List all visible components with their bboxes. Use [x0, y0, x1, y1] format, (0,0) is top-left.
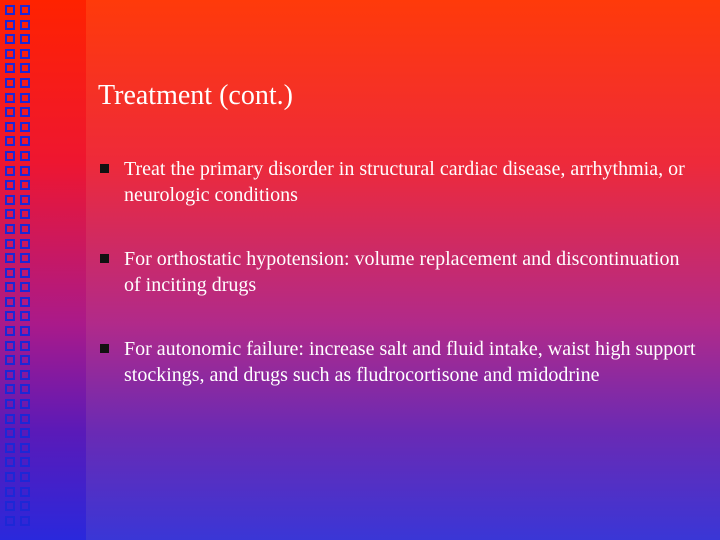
decorative-square	[5, 311, 15, 321]
decorative-square	[5, 355, 15, 365]
decorative-square	[20, 195, 30, 205]
square-bullet-icon	[100, 344, 109, 353]
decorative-square	[20, 355, 30, 365]
decorative-square	[20, 341, 30, 351]
decorative-square	[20, 487, 30, 497]
decorative-square	[5, 253, 15, 263]
decorative-square	[20, 282, 30, 292]
bullet-item	[98, 246, 698, 298]
decorative-square	[20, 166, 30, 176]
decorative-square	[5, 49, 15, 59]
decorative-square	[5, 20, 15, 30]
decorative-square	[5, 428, 15, 438]
decorative-square	[5, 414, 15, 424]
decorative-square	[5, 122, 15, 132]
decorative-square	[5, 443, 15, 453]
decorative-square	[20, 516, 30, 526]
square-bullet-icon	[100, 164, 109, 173]
decorative-square	[20, 49, 30, 59]
decorative-square	[20, 443, 30, 453]
decorative-square	[20, 239, 30, 249]
bullet-text: For orthostatic hypotension: volume replacement and discontinuation of inciting drugs	[124, 248, 680, 296]
decorative-square	[20, 384, 30, 394]
decorative-square	[5, 224, 15, 234]
decorative-square	[5, 209, 15, 219]
slide-title: Treatment (cont.)	[98, 80, 293, 111]
decorative-square	[20, 122, 30, 132]
decorative-square	[5, 63, 15, 73]
decorative-square	[20, 399, 30, 409]
decorative-square	[20, 326, 30, 336]
decorative-square	[5, 370, 15, 380]
decorative-square	[5, 93, 15, 103]
decorative-square	[20, 63, 30, 73]
decorative-square	[5, 78, 15, 88]
decorative-square	[20, 370, 30, 380]
decorative-square	[5, 472, 15, 482]
decorative-square	[20, 297, 30, 307]
decorative-square	[5, 195, 15, 205]
decorative-square	[20, 107, 30, 117]
decorative-side-strip	[0, 0, 86, 540]
decorative-square	[20, 151, 30, 161]
decorative-square	[20, 472, 30, 482]
decorative-square	[5, 501, 15, 511]
bullet-list	[98, 156, 698, 388]
square-column-right	[20, 5, 30, 530]
bullet-item	[98, 156, 698, 208]
decorative-square	[5, 107, 15, 117]
decorative-square	[5, 326, 15, 336]
decorative-square	[5, 384, 15, 394]
bullet-text: For autonomic failure: increase salt and fluid intake, waist high support stockings, and drugs such as fludrocortisone and midodrine	[124, 338, 696, 386]
decorative-square	[20, 180, 30, 190]
decorative-square	[20, 78, 30, 88]
decorative-square	[20, 209, 30, 219]
decorative-square	[5, 151, 15, 161]
decorative-square	[20, 224, 30, 234]
decorative-square	[20, 311, 30, 321]
decorative-square	[5, 399, 15, 409]
decorative-square	[20, 414, 30, 424]
decorative-square	[20, 268, 30, 278]
decorative-square	[20, 34, 30, 44]
decorative-square	[5, 487, 15, 497]
decorative-square	[5, 180, 15, 190]
decorative-square	[20, 253, 30, 263]
decorative-square	[20, 93, 30, 103]
decorative-square	[5, 239, 15, 249]
decorative-square	[5, 341, 15, 351]
decorative-square	[5, 457, 15, 467]
decorative-square	[5, 166, 15, 176]
decorative-square	[5, 297, 15, 307]
decorative-square	[5, 5, 15, 15]
decorative-square	[5, 516, 15, 526]
square-column-left	[5, 5, 15, 530]
decorative-square	[20, 457, 30, 467]
decorative-square	[20, 5, 30, 15]
decorative-square	[20, 501, 30, 511]
decorative-square	[20, 428, 30, 438]
decorative-square	[5, 34, 15, 44]
decorative-square	[5, 268, 15, 278]
decorative-square	[5, 282, 15, 292]
square-bullet-icon	[100, 254, 109, 263]
bullet-item	[98, 336, 698, 388]
decorative-square	[5, 136, 15, 146]
decorative-square	[20, 136, 30, 146]
bullet-text: Treat the primary disorder in structural cardiac disease, arrhythmia, or neurologic conditions	[124, 158, 685, 206]
decorative-square	[20, 20, 30, 30]
